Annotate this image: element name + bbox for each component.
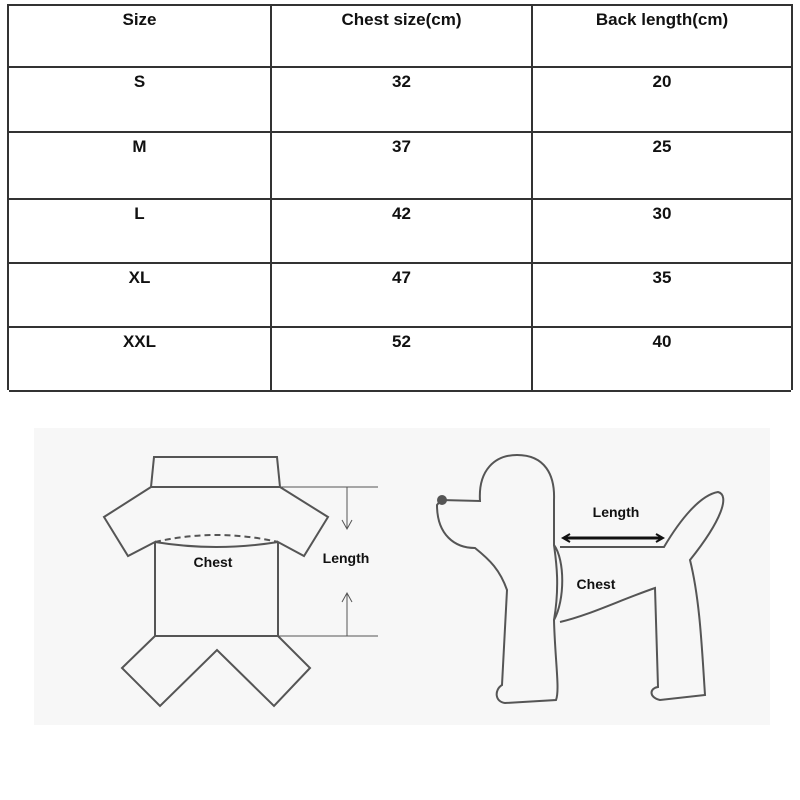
dog-length-label: Length — [592, 504, 640, 520]
cell-chest: 52 — [272, 328, 533, 390]
cell-back: 25 — [652, 137, 672, 156]
dog-nose-icon — [437, 495, 447, 505]
cell-size: L — [9, 200, 272, 262]
header-size: Size — [9, 6, 272, 66]
garment-length-label: Length — [322, 550, 370, 566]
cell-size: XL — [9, 264, 272, 326]
header-chest: Chest size(cm) — [272, 6, 533, 66]
garment-diagram — [104, 457, 378, 706]
header-back-length: Back length(cm) — [595, 10, 729, 29]
cell-chest: 42 — [272, 200, 533, 262]
dog-chest-label: Chest — [576, 576, 616, 592]
cell-chest: 47 — [272, 264, 533, 326]
cell-size: S — [9, 68, 272, 131]
cell-size: M — [9, 133, 272, 198]
cell-back: 20 — [652, 72, 672, 91]
cell-chest: 32 — [272, 68, 533, 131]
garment-chest-label: Chest — [193, 554, 233, 570]
cell-chest: 37 — [272, 133, 533, 198]
cell-back: 35 — [652, 268, 672, 287]
garment-collar — [151, 457, 280, 487]
cell-back: 40 — [652, 332, 672, 351]
cell-back: 30 — [652, 204, 672, 223]
garment-legs — [122, 636, 310, 706]
cell-size: XXL — [9, 328, 272, 390]
